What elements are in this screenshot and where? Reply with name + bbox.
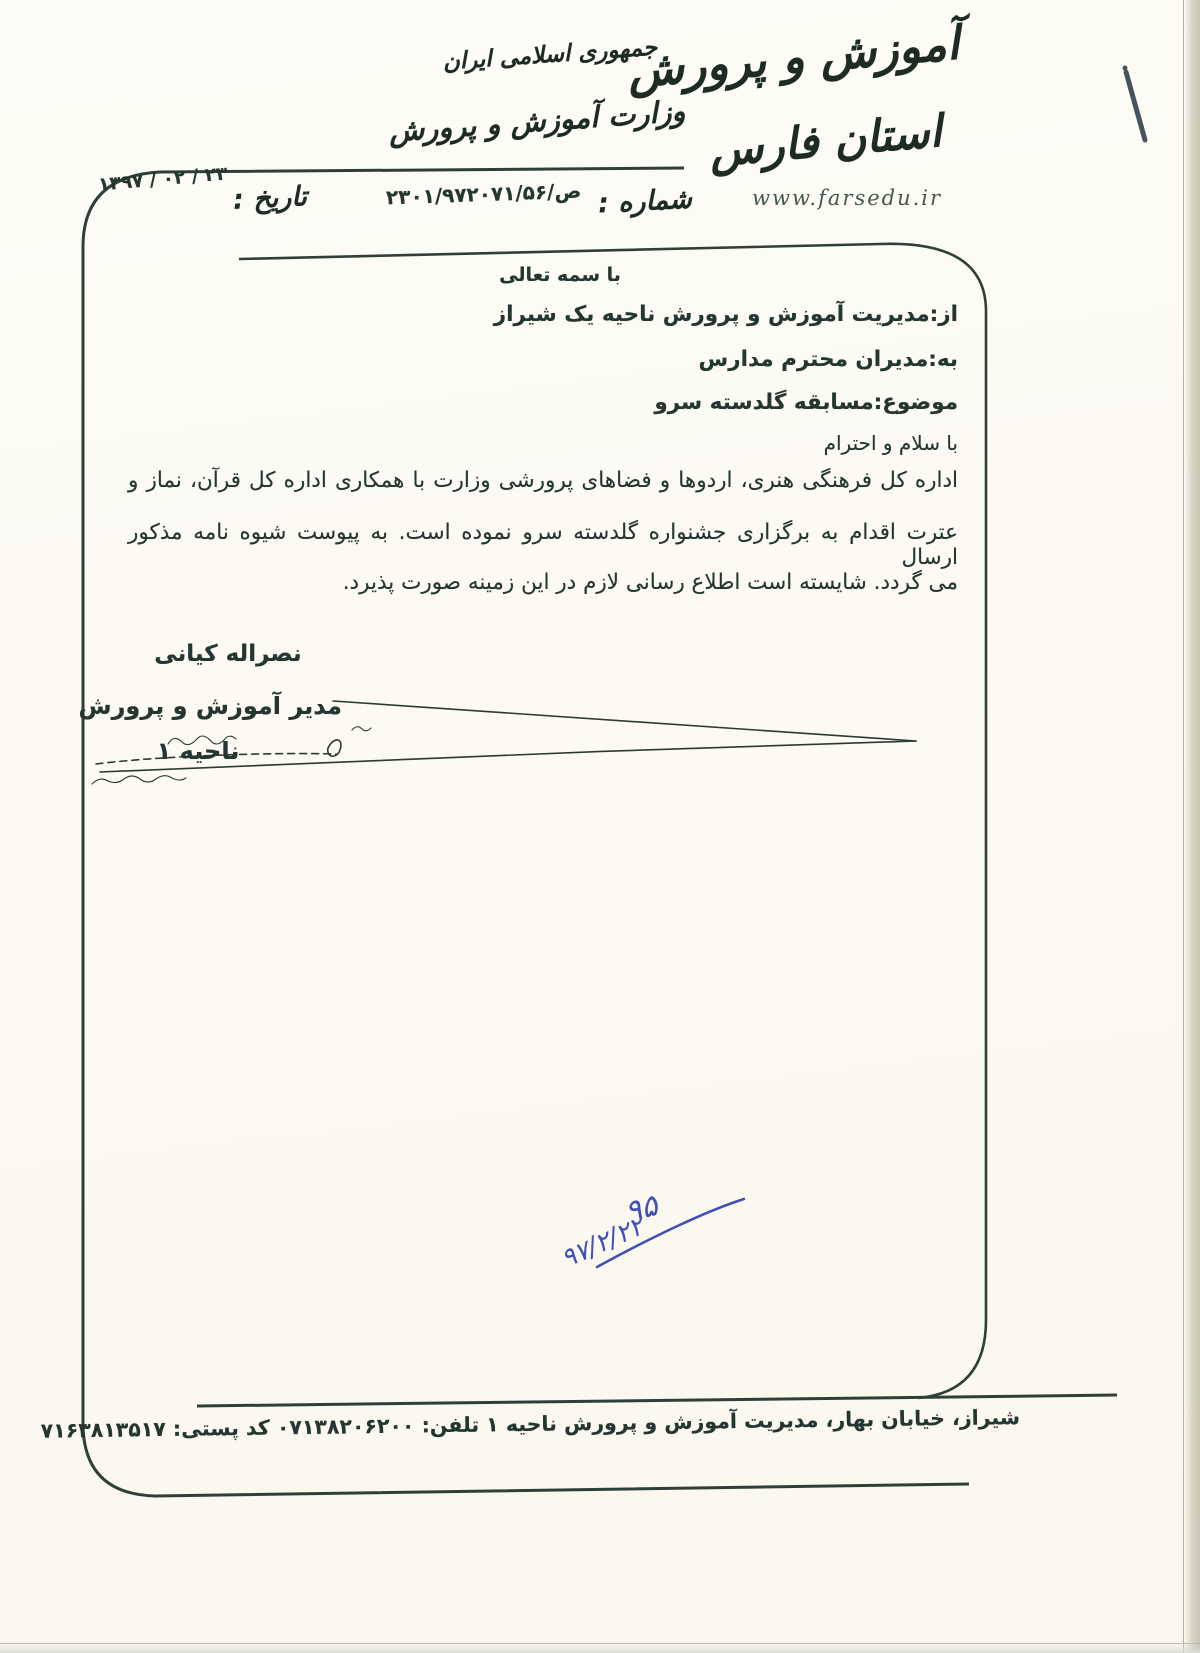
to-line: به:مدیران محترم مدارس: [698, 347, 958, 372]
subject-line: موضوع:مسابقه گلدسته سرو: [654, 390, 958, 415]
org-name-line1: آموزش و پرورش: [625, 15, 962, 99]
scan-right-edge: [1183, 0, 1200, 1653]
org-name-line2: استان فارس: [707, 105, 944, 178]
letter-number-label: شماره :: [597, 183, 693, 220]
signer-title: مدیر آموزش و پرورش: [78, 692, 342, 720]
salutation-line: با سلام و احترام: [823, 431, 958, 455]
ministry-title: وزارت آموزش و پرورش: [387, 93, 687, 149]
letter-date-value: ۱۳۹۷ / ۰۲ / ۲۳: [97, 163, 229, 196]
body-line-3: می گردد. شایسته است اطلاع رسانی لازم در این زمینه صورت پذیرد.: [342, 570, 958, 595]
signer-district: ناحیه ۱: [156, 737, 240, 765]
footer-address: شیراز، خیابان بهار، مدیریت آموزش و پرورش ناحیه ۱ تلفن: ۰۷۱۳۸۲۰۶۲۰۰ کد پستی: ۷۱۶۳۸۱۳۵۱۷: [40, 1405, 1021, 1443]
blue-note-top-number: ۹۵: [621, 1188, 662, 1230]
body-line-1: اداره کل فرهنگی هنری، اردوها و فضاهای پرورشی وزارت با همکاری اداره کل قرآن، نماز و: [128, 468, 958, 493]
body-line-2: عترت اقدام به برگزاری جشنواره گلدسته سرو نموده است. به پیوست شیوه نامه مذکور ارسال: [128, 520, 958, 570]
letter-number-value: ۲۳۰۱/۹۷۲۰۷۱/۵۶/ص: [385, 178, 582, 210]
bismillah: با سمه تعالی: [499, 264, 621, 286]
letter-date-label: تاریخ :: [232, 181, 308, 216]
blue-note-date: ۹۷/۲/۲۲: [556, 1211, 649, 1275]
signer-name: نصراله کیانی: [154, 641, 302, 667]
website-url: www.farsedu.ir: [752, 186, 943, 210]
from-line: از:مدیریت آموزش و پرورش ناحیه یک شیراز: [493, 302, 958, 327]
country-title: جمهوری اسلامی ایران: [441, 34, 659, 76]
scan-bottom-edge: [0, 1643, 1200, 1653]
